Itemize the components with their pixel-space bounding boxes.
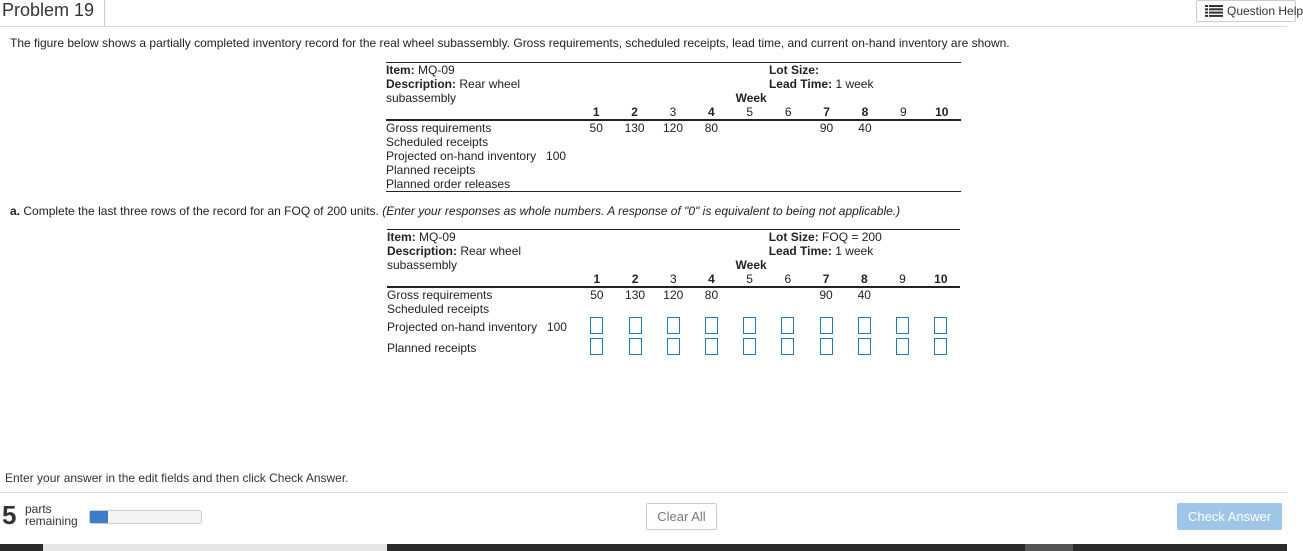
gross-w1: 50 — [589, 121, 603, 135]
week-2: 2 — [616, 272, 654, 287]
gross-w4: 80 — [704, 121, 719, 135]
clear-all-button[interactable]: Clear All — [646, 503, 717, 530]
poh-input-w7[interactable] — [820, 317, 833, 334]
poh-input-w4[interactable] — [705, 317, 718, 334]
gross-requirements-row — [387, 287, 960, 302]
header-rule — [0, 26, 1287, 27]
week-8: 8 — [846, 105, 884, 120]
poh-input-w1[interactable] — [590, 317, 603, 334]
progress-bar — [89, 510, 202, 524]
planned-input-w6[interactable] — [781, 338, 794, 355]
week-label: Week — [735, 258, 767, 272]
planned-input-w8[interactable] — [858, 338, 871, 355]
list-icon — [1205, 5, 1223, 17]
gross-w9 — [884, 120, 922, 135]
footer-rule — [0, 492, 1287, 493]
description: Description: Rear wheel — [386, 77, 521, 91]
description: Description: Rear wheel — [387, 244, 522, 258]
planned-input-w9[interactable] — [896, 338, 909, 355]
footer-message: Enter your answer in the edit fields and then click Check Answer. — [5, 471, 349, 485]
item-value: MQ-09 — [418, 63, 455, 77]
question-help-button[interactable] — [1196, 0, 1303, 22]
projected-on-hand-row — [387, 316, 960, 338]
intro-text: The figure below shows a partially completed inventory record for the real wheel subassembly. Gross requirements, scheduled receipts, lead time, and current on-hand inventory are shown. — [10, 36, 1010, 50]
week-8: 8 — [845, 272, 883, 287]
week-label: Week — [735, 91, 767, 105]
initial-on-hand: 100 — [546, 320, 567, 334]
row-label: Projected on-hand inventory — [387, 320, 538, 334]
week-6: 6 — [769, 272, 807, 287]
description-cont: subassembly — [386, 91, 457, 105]
gross-w5 — [731, 120, 769, 135]
inventory-record-given — [386, 62, 961, 192]
scheduled-receipts-row — [387, 302, 960, 316]
week-5: 5 — [731, 272, 769, 287]
gross-w3: 120 — [662, 121, 683, 135]
planned-input-w5[interactable] — [743, 338, 756, 355]
item-row: Item: MQ-09 — [387, 230, 578, 245]
week-5: 5 — [731, 105, 769, 120]
week-10: 10 — [922, 272, 960, 287]
week-9: 9 — [884, 105, 922, 120]
planned-receipts-row — [387, 338, 960, 358]
part-a-text: Complete the last three rows of the record for an FOQ of 200 units. — [23, 204, 379, 218]
poh-input-w2[interactable] — [629, 317, 642, 334]
progress-fill — [90, 511, 108, 523]
gross-w3: 120 — [663, 288, 684, 302]
row-label: Planned receipts — [387, 341, 477, 355]
week-7: 7 — [807, 105, 845, 120]
page-title: Problem 19 — [2, 0, 95, 20]
planned-input-w3[interactable] — [667, 338, 680, 355]
title-divider — [104, 0, 105, 27]
planned-input-w4[interactable] — [705, 338, 718, 355]
item-row: Item: MQ-09 — [386, 63, 577, 78]
row-label: Scheduled receipts — [387, 302, 490, 316]
row-label: Gross requirements — [387, 288, 493, 302]
projected-on-hand-row — [386, 149, 961, 163]
row-label: Planned order releases — [386, 177, 546, 192]
week-1: 1 — [577, 105, 615, 120]
gross-w7: 90 — [819, 288, 833, 302]
lead-time: Lead Time: 1 week — [768, 244, 874, 258]
initial-on-hand: 100 — [546, 149, 567, 163]
week-4: 4 — [692, 105, 730, 120]
gross-w10 — [922, 287, 960, 302]
question-help-label: Question Help — [1227, 4, 1303, 18]
description-cont: subassembly — [387, 258, 458, 272]
poh-input-w8[interactable] — [858, 317, 871, 334]
week-3: 3 — [654, 105, 692, 120]
planned-receipts-row — [386, 163, 961, 177]
check-answer-button[interactable]: Check Answer — [1177, 503, 1282, 530]
planned-input-w7[interactable] — [820, 338, 833, 355]
gross-w1: 50 — [590, 288, 604, 302]
gross-w2: 130 — [625, 288, 646, 302]
inventory-record-answer — [387, 229, 960, 358]
gross-w6 — [769, 120, 807, 135]
week-10: 10 — [923, 105, 961, 120]
lot-size-value: FOQ = 200 — [822, 230, 882, 244]
week-7: 7 — [807, 272, 845, 287]
week-2: 2 — [615, 105, 653, 120]
row-label: Scheduled receipts — [386, 135, 489, 149]
week-6: 6 — [769, 105, 807, 120]
lot-size: Lot Size: FOQ = 200 — [769, 230, 960, 245]
planned-order-releases-row — [386, 177, 961, 192]
gross-w7: 90 — [819, 121, 834, 135]
poh-input-w9[interactable] — [896, 317, 909, 334]
week-4: 4 — [692, 272, 730, 287]
lead-time: Lead Time: 1 week — [768, 77, 874, 91]
gross-w10 — [923, 120, 961, 135]
parts-label: parts — [25, 502, 52, 516]
remaining-label: remaining — [25, 514, 78, 528]
row-label: Gross requirements — [386, 121, 492, 135]
poh-input-w10[interactable] — [934, 317, 947, 334]
gross-w6 — [769, 287, 807, 302]
gross-w5 — [731, 287, 769, 302]
taskbar-search[interactable] — [43, 544, 387, 551]
row-label: Planned receipts — [386, 163, 476, 177]
row-label: Projected on-hand inventory — [386, 149, 537, 163]
gross-w9 — [883, 287, 921, 302]
scheduled-receipts-row — [386, 135, 961, 149]
poh-input-w5[interactable] — [743, 317, 756, 334]
planned-input-w10[interactable] — [934, 338, 947, 355]
part-a-instructions — [10, 204, 900, 218]
planned-input-w1[interactable] — [590, 338, 603, 355]
week-9: 9 — [883, 272, 921, 287]
week-3: 3 — [654, 272, 692, 287]
lot-size: Lot Size: — [769, 63, 961, 78]
gross-w8: 40 — [858, 121, 872, 135]
gross-w2: 130 — [624, 121, 645, 135]
part-a-label: a. — [10, 204, 21, 218]
gross-w4: 80 — [704, 288, 719, 302]
part-a-hint: (Enter your responses as whole numbers. A response of "0" is equivalent to being not applicable.) — [382, 204, 901, 218]
poh-input-w6[interactable] — [781, 317, 794, 334]
gross-requirements-row — [386, 120, 961, 135]
taskbar-item[interactable] — [1025, 544, 1073, 551]
week-1: 1 — [578, 272, 616, 287]
poh-input-w3[interactable] — [667, 317, 680, 334]
gross-w8: 40 — [857, 288, 871, 302]
planned-input-w2[interactable] — [629, 338, 642, 355]
parts-remaining-count: 5 — [2, 500, 17, 530]
